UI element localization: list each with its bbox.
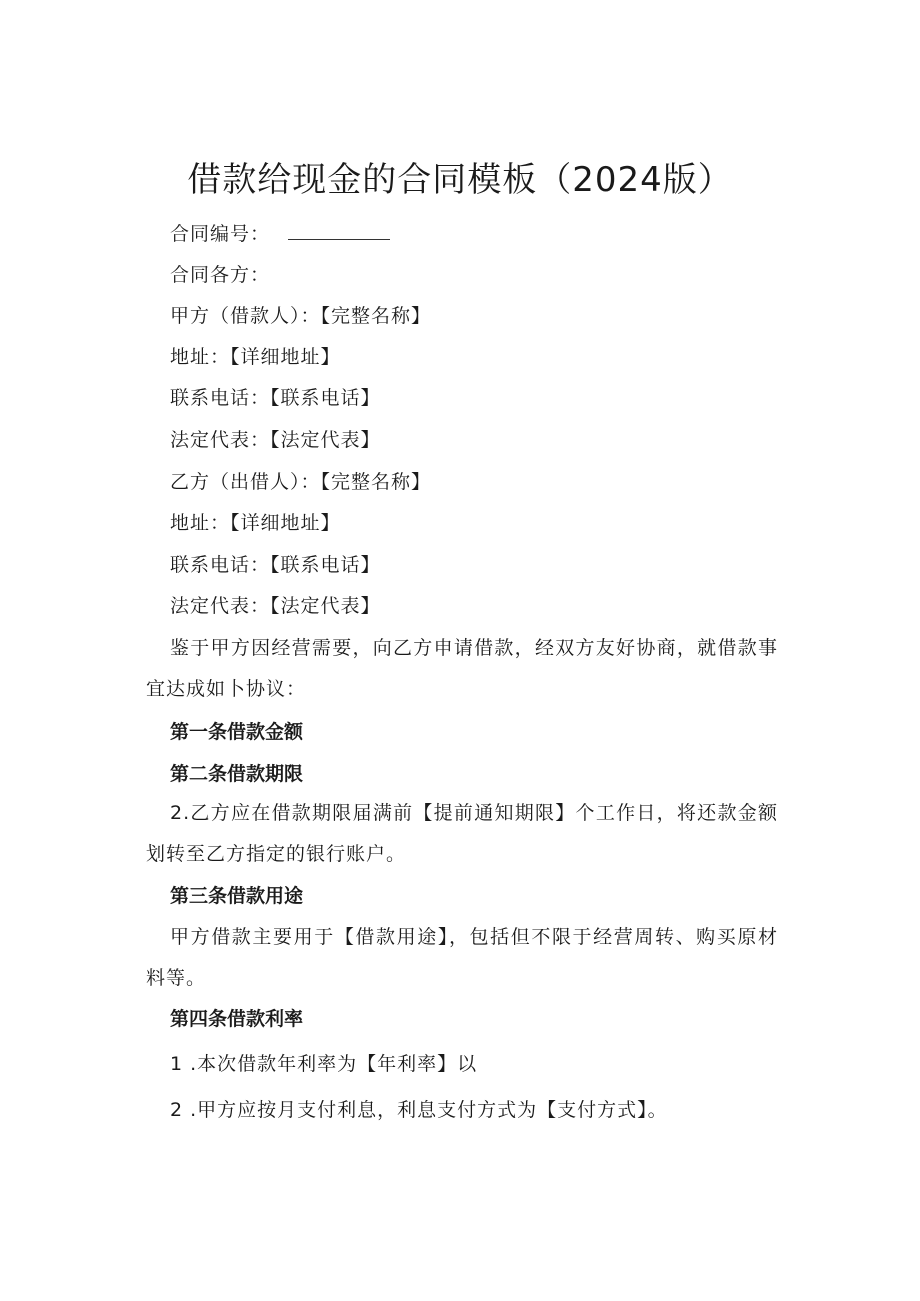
contract-number-blank[interactable] [288, 223, 390, 240]
article-3-paragraph: 甲方借款主要用于【借款用途】，包括但不限于经营周转、购买原材料等。 [146, 926, 778, 989]
preamble-paragraph: 鉴于甲方因经营需要，向乙方申请借款，经双方友好协商，就借款事宜达成如卜协议： [146, 637, 778, 700]
article-1-heading: 第一条借款金额 [170, 721, 304, 743]
article-4-heading: 第四条借款利率 [170, 1008, 304, 1030]
party-a-name: 甲方（借款人）：【完整名称】 [170, 305, 432, 327]
article-3-heading: 第三条借款用途 [170, 885, 304, 907]
contract-number-label: 合同编号： [170, 223, 271, 245]
article-4-item-1: 1 .本次借款年利率为【年利率】以 [170, 1053, 478, 1075]
document-title: 借款给现金的合同模板（2024版） [187, 160, 733, 200]
party-b-name: 乙方（出借人）：【完整名称】 [170, 471, 432, 493]
party-a-phone: 联系电话：【联系电话】 [170, 387, 381, 409]
article-2-heading: 第二条借款期限 [170, 763, 304, 785]
party-b-address: 地址：【详细地址】 [170, 512, 341, 534]
parties-label: 合同各方： [170, 264, 271, 286]
party-a-address: 地址：【详细地址】 [170, 346, 341, 368]
party-b-phone: 联系电话：【联系电话】 [170, 554, 381, 576]
article-2-item-2: 2.乙方应在借款期限届满前【提前通知期限】个工作日，将还款金额划转至乙方指定的银行账户。 [146, 802, 778, 865]
party-b-representative: 法定代表：【法定代表】 [170, 595, 381, 617]
party-a-representative: 法定代表：【法定代表】 [170, 429, 381, 451]
article-4-item-2: 2 .甲方应按月支付利息，利息支付方式为【支付方式】。 [170, 1099, 668, 1121]
contract-number-line [170, 222, 390, 246]
